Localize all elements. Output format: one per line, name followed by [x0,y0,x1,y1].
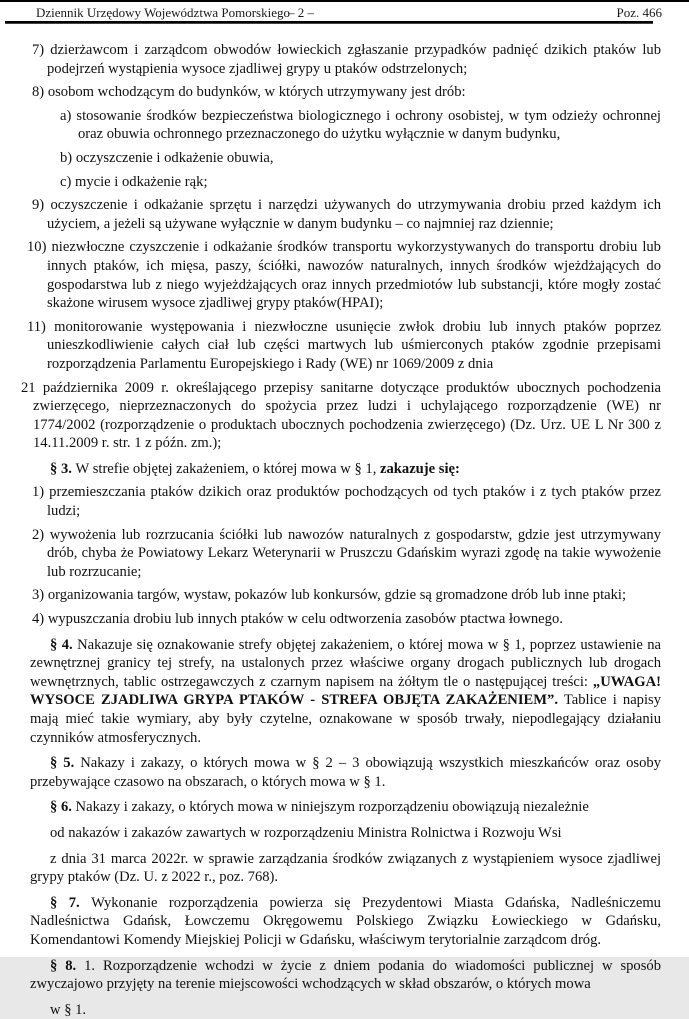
list-item-8a [60,107,661,144]
text-segment: Wykonanie rozporządzenia powierza się Prezydentowi Miasta Gdańska, Nadleśniczemu Nadleśnictwa Gdańsk, Łowczemu Okręgowemu Polskiego Związku Łowieckiego w Gdańsku, Komendantowi Komendy Miejskiej Policji w Gdańsku, właściwym terytorialnie zarządcom dróg. [30,894,661,948]
section-3 [30,460,661,479]
text-segment: Tablice i napisy mają mieć takie wymiary, aby były czytelne, oznakowane w sposób trwały, niepodlegający działaniu czynników atmosferycznych. [30,692,661,746]
list-item-1 [32,483,661,520]
section-8-continuation [30,1001,661,1019]
text-segment: niezwłoczne czyszczenie i odkażanie środków transportu wykorzystywanych do transportu drobiu lub innych ptaków, ich mięsa, paszy, ściółki, nawozów naturalnych, innych środków wjeżdżających do gospodarstwa lub z niego wyjeżdżających oraz innych przedmiotów lub substancji, które mogły zostać skażone wirusem wysoce zjadliwej grypy ptaków(HPAI); [47,239,661,312]
text-segment: przemieszczania ptaków dzikich oraz produktów pochodzących od tych ptaków i z tych ptaków przez ludzi; [47,484,661,520]
list-marker: 3) [32,587,48,604]
position-number: Poz. 466 [616,5,662,20]
text-segment: Nakazuje się oznakowanie strefy objętej zakażeniem, o której mowa w § 1, poprzez ustawienie na zewnętrznej granicy tej strefy, na ustalonych przez właściwe organy drogach publicznych lub drogach wewnętrznych, tablic ostrzegawczych z czarnym napisem na żółtym tle o następującej treści: [30,636,661,690]
text-segment: monitorowanie występowania i niezwłoczne usunięcie zwłok drobiu lub innych ptaków poprzez unieszkodliwienie całych ciał lub części martwych lub uśmierconych ptaków zgodnie przepisami rozporządzenia Parlamentu Europejskiego i Rady (WE) nr 1069/2009 z dnia [47,318,662,372]
section-6 [30,798,661,817]
text-segment: „UWAGA! WYSOCE ZJADLIWA GRYPA PTAKÓW - STREFA OBJĘTA ZAKAŻENIEM”. [30,673,661,709]
list-marker: 1) [32,484,50,501]
text-segment: Nakazy i zakazy, o których mowa w § 2 – 3 obowiązują wszystkich mieszkańców oraz osoby przebywające czasowo na obszarach, o których mowa w § 1. [30,755,661,790]
list-marker: 21 [21,379,43,396]
section-6-continuation-2 [30,850,661,887]
list-marker: a) [60,107,77,124]
text-segment: w § 1. [50,1001,87,1018]
section-4 [30,636,661,748]
text-segment: oczyszczenie i odkażenie obuwia, [75,149,274,166]
text-segment: osobom wchodzącym do budynków, w których utrzymywany jest drób: [47,84,466,101]
section-marker: § 3. [50,460,76,477]
list-item-8b [60,149,661,168]
section-marker: § 5. [50,755,81,772]
list-item-4 [32,610,661,629]
top-border-line [0,0,689,2]
text-segment: wypuszczania drobiu lub innych ptaków w celu odtworzenia zasobów ptactwa łownego. [47,611,563,628]
section-6-continuation-1 [30,824,661,843]
text-segment: oczyszczenie i odkażanie sprzętu i narzędzi używanych do utrzymywania drobiu przed każdym ich użyciem, a jeżeli są używane wyłącznie w danym budynku – co najmniej raz dziennie; [47,197,661,232]
list-marker: b) [60,149,76,166]
text-segment: października 2009 r. określającego przepisy sanitarne dotyczące produktów ubocznych pochodzenia zwierzęcego, nieprzeznaczonych do spożycia przez ludzi i uchylającego rozporządzenie (WE) nr 1774/2002 (rozporządzenie o produktach ubocznych pochodzenia zwierzęcego) (Dz. Urz. UE L Nr 300 z 14.11.2009 r. str. 1 z późn. zm.); [33,379,661,452]
section-8 [30,957,661,994]
text-segment: W strefie objętej zakażeniem, o której mowa w § 1, [75,460,381,477]
list-item-9 [32,196,661,233]
journal-title: Dziennik Urzędowy Województwa Pomorskiego [36,5,290,20]
list-item-2 [32,526,661,582]
list-marker: 2) [32,526,50,543]
section-7 [30,894,661,950]
text-segment: zakazuje się: [380,460,460,477]
list-marker: 8) [32,84,48,101]
text-segment: od nakazów i zakazów zawartych w rozporządzeniu Ministra Rolnictwa i Rozwoju Wsi [50,824,562,841]
text-segment: organizowania targów, wystaw, pokazów lub konkursów, gdzie są gromadzone drób lub inne ptaki; [47,587,627,604]
list-marker: 9) [32,197,51,214]
text-segment: dzierżawcom i zarządcom obwodów łowieckich zgłaszanie przypadków padnięć dzikich ptaków lub podejrzeń wystąpienia wysoce zjadliwej grypy u ptaków odstrzelonych; [47,42,661,77]
page-number: – 2 – [288,5,314,20]
text-segment: Nakazy i zakazy, o których mowa w niniejszym rozporządzeniu obowiązują niezależnie [75,799,589,816]
list-item-8 [32,83,661,102]
section-marker: § 4. [50,636,78,653]
list-marker: 7) [32,42,51,58]
list-marker: c) [60,173,75,190]
section-marker: § 7. [50,894,92,911]
list-item-7 [32,41,661,78]
text-segment: mycie i odkażenie rąk; [75,173,208,190]
list-item-8c [60,173,661,192]
list-marker: 4) [32,611,48,628]
section-5 [30,754,661,791]
text-segment: z dnia 31 marca 2022r. w sprawie zarządzania środków związanych z wystąpieniem wysoce zjadliwej grypy ptaków (Dz. U. z 2022 r., poz. 768). [30,850,661,886]
text-segment: wywożenia lub rozrzucania ściółki lub nawozów naturalnych z gospodarstw, gdzie jest utrzymywany drób, chyba że Powiatowy Lekarz Weterynarii w Pruszczu Gdańskim wyrazi zgodę na takie wywożenie lub rozrzucanie; [47,526,661,580]
document-body [0,24,689,1018]
list-marker: 11) [27,318,55,335]
list-item-11 [27,318,662,374]
section-marker: § 8. [50,957,85,974]
list-item-3 [32,586,661,605]
page-header [0,3,689,21]
section-marker: § 6. [50,799,76,816]
list-marker: 10) [27,239,52,256]
list-item-10 [27,238,661,312]
text-segment: stosowanie środków bezpieczeństwa biologicznego i ochrony osobistej, w tym odzieży ochronnej oraz obuwia ochronnego przeznaczonego do użytku wyłącznie w danym budynku, [76,107,661,143]
text-segment: 1. Rozporządzenie wchodzi w życie z dniem podania do wiadomości publicznej w sposób zwyczajowo przyjęty na terenie miejscowości wchodzących w skład obszarów, o których mowa [30,957,661,993]
paragraph-21-october [21,379,661,453]
